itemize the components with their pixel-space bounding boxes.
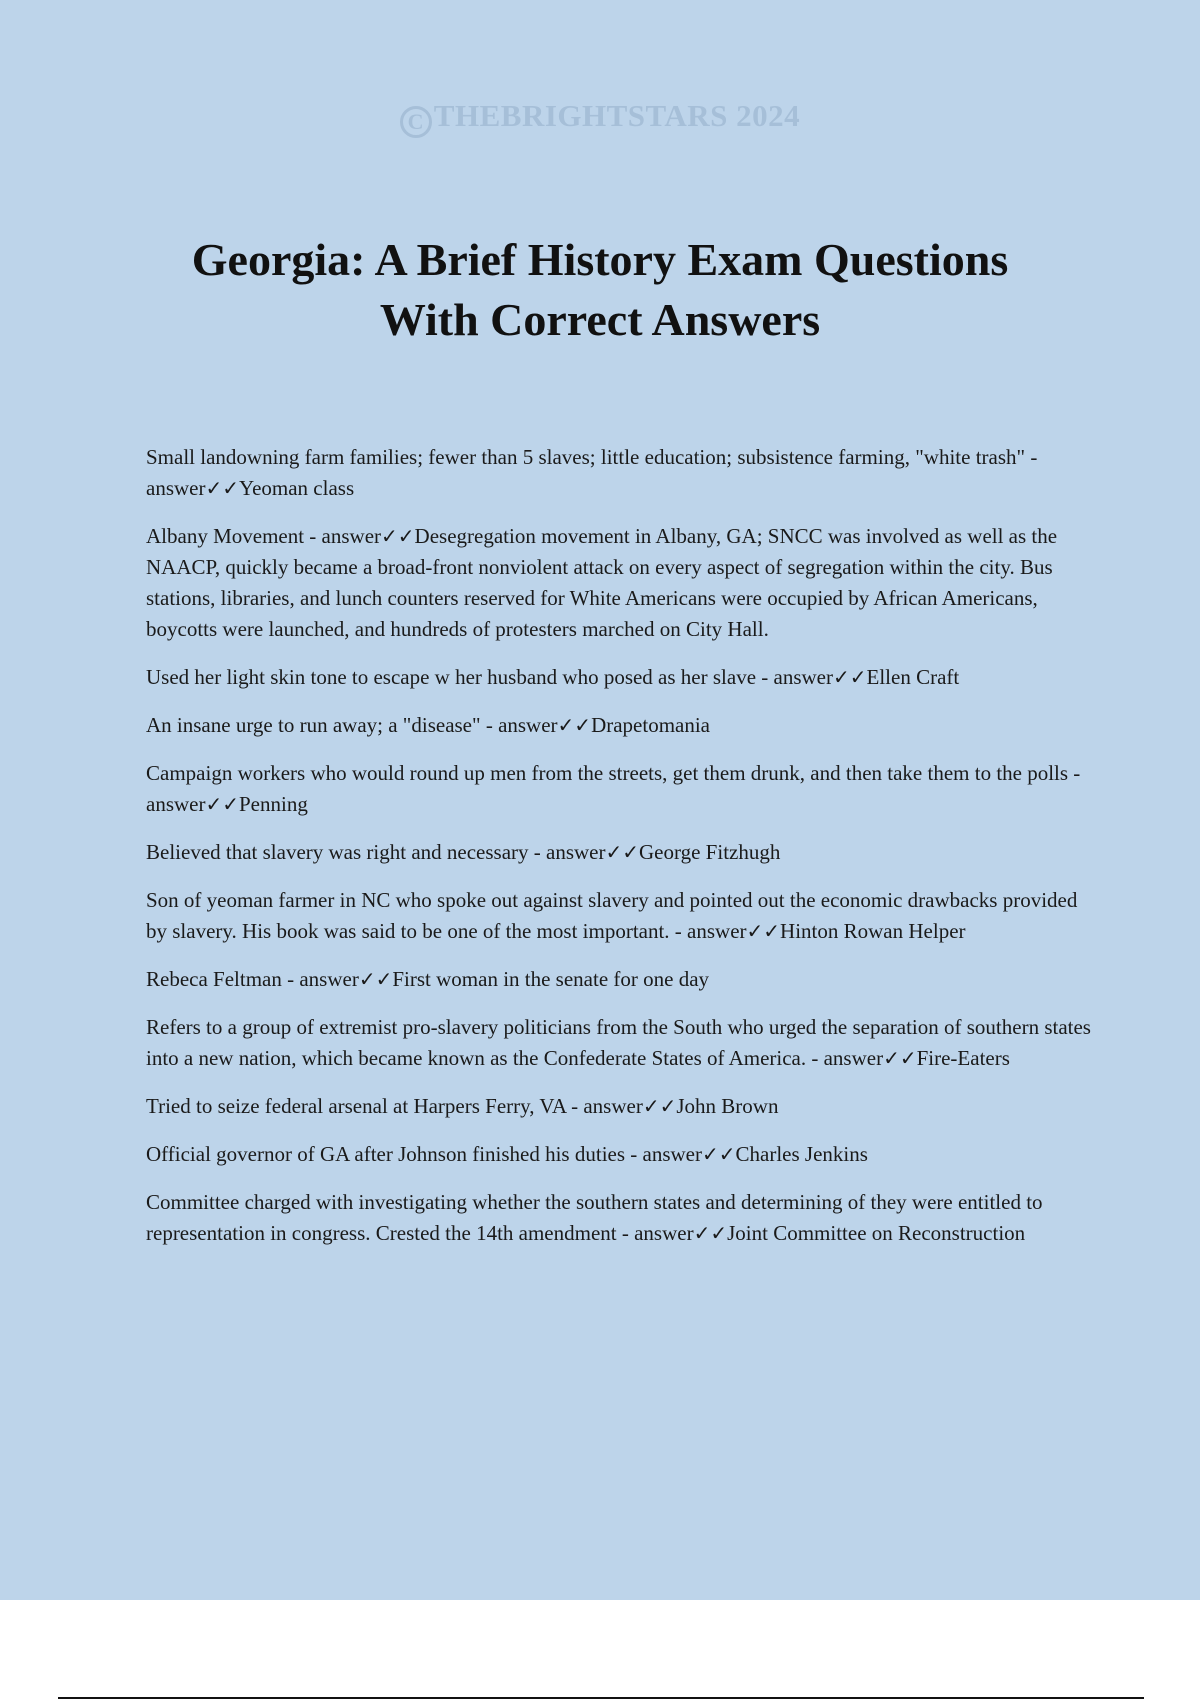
qa-item xyxy=(146,1187,1092,1249)
question-text: Campaign workers who would round up men from the streets, get them drunk, and then take them to the polls - answer xyxy=(146,761,1081,816)
answer-text: Drapetomania xyxy=(591,713,711,737)
checkmark-icon: ✓✓ xyxy=(746,919,781,943)
checkmark-icon: ✓✓ xyxy=(205,476,239,500)
answer-text: Hinton Rowan Helper xyxy=(780,919,966,943)
qa-list xyxy=(146,442,1092,1266)
qa-item xyxy=(146,1091,1092,1122)
qa-item xyxy=(146,1012,1092,1074)
question-text: Small landowning farm families; fewer than 5 slaves; little education; subsistence farming, "white trash" - answer xyxy=(146,445,1038,500)
question-text: Committee charged with investigating whether the southern states and determining of they were entitled to representation in congress. Crested the 14th amendment - answer xyxy=(146,1190,1043,1245)
title-line-2: With Correct Answers xyxy=(379,294,821,345)
qa-item xyxy=(146,885,1092,947)
checkmark-icon: ✓✓ xyxy=(832,665,867,689)
answer-text: Penning xyxy=(239,792,308,816)
watermark xyxy=(0,98,1200,138)
question-text: Son of yeoman farmer in NC who spoke out against slavery and pointed out the economic drawbacks provided by slavery. His book was said to be one of the most important. - answer xyxy=(146,888,1078,943)
qa-item xyxy=(146,758,1092,820)
answer-text: Ellen Craft xyxy=(866,665,960,689)
question-text: Rebeca Feltman - answer xyxy=(146,967,359,991)
answer-text: First woman in the senate for one day xyxy=(392,967,710,991)
question-text: Refers to a group of extremist pro-slavery politicians from the South who urged the separation of southern states into a new nation, which became known as the Confederate States of America. - answer xyxy=(146,1015,1091,1070)
answer-text: Desegregation movement in Albany, GA; SNCC was involved as well as the NAACP, quickly became a broad-front nonviolent attack on every aspect of segregation within the city. Bus stations, libraries, and lunch counters reserved for White Americans were occupied by African Americans, boycotts were launched, and hundreds of protesters marched on City Hall. xyxy=(146,524,1058,641)
qa-item xyxy=(146,710,1092,741)
question-text: Used her light skin tone to escape w her husband who posed as her slave - answer xyxy=(146,665,833,689)
checkmark-icon: ✓✓ xyxy=(205,792,239,816)
page-title xyxy=(100,230,1100,350)
copyright-icon: C xyxy=(400,106,432,138)
qa-item xyxy=(146,1139,1092,1170)
answer-text: George Fitzhugh xyxy=(639,840,781,864)
checkmark-icon: ✓✓ xyxy=(381,524,415,548)
question-text: Albany Movement - answer xyxy=(146,524,382,548)
checkmark-icon: ✓✓ xyxy=(557,713,592,737)
qa-item xyxy=(146,521,1092,645)
answer-text: Charles Jenkins xyxy=(735,1142,868,1166)
question-text: Official governor of GA after Johnson finished his duties - answer xyxy=(146,1142,702,1166)
answer-text: Joint Committee on Reconstruction xyxy=(727,1221,1026,1245)
checkmark-icon: ✓✓ xyxy=(693,1221,728,1245)
watermark-text: THEBRIGHTSTARS 2024 xyxy=(433,98,801,133)
qa-item xyxy=(146,442,1092,504)
footer-divider xyxy=(58,1697,1144,1699)
checkmark-icon: ✓✓ xyxy=(883,1046,917,1070)
answer-text: Yeoman class xyxy=(239,476,355,500)
checkmark-icon: ✓✓ xyxy=(358,967,393,991)
qa-item xyxy=(146,662,1092,693)
title-line-1: Georgia: A Brief History Exam Questions xyxy=(191,234,1009,285)
answer-text: Fire-Eaters xyxy=(916,1046,1010,1070)
question-text: Believed that slavery was right and necessary - answer xyxy=(146,840,606,864)
checkmark-icon: ✓✓ xyxy=(605,840,640,864)
checkmark-icon: ✓✓ xyxy=(702,1142,736,1166)
question-text: An insane urge to run away; a "disease" - answer xyxy=(146,713,558,737)
question-text: Tried to seize federal arsenal at Harpers Ferry, VA - answer xyxy=(146,1094,643,1118)
checkmark-icon: ✓✓ xyxy=(642,1094,677,1118)
answer-text: John Brown xyxy=(676,1094,779,1118)
qa-item xyxy=(146,837,1092,868)
qa-item xyxy=(146,964,1092,995)
